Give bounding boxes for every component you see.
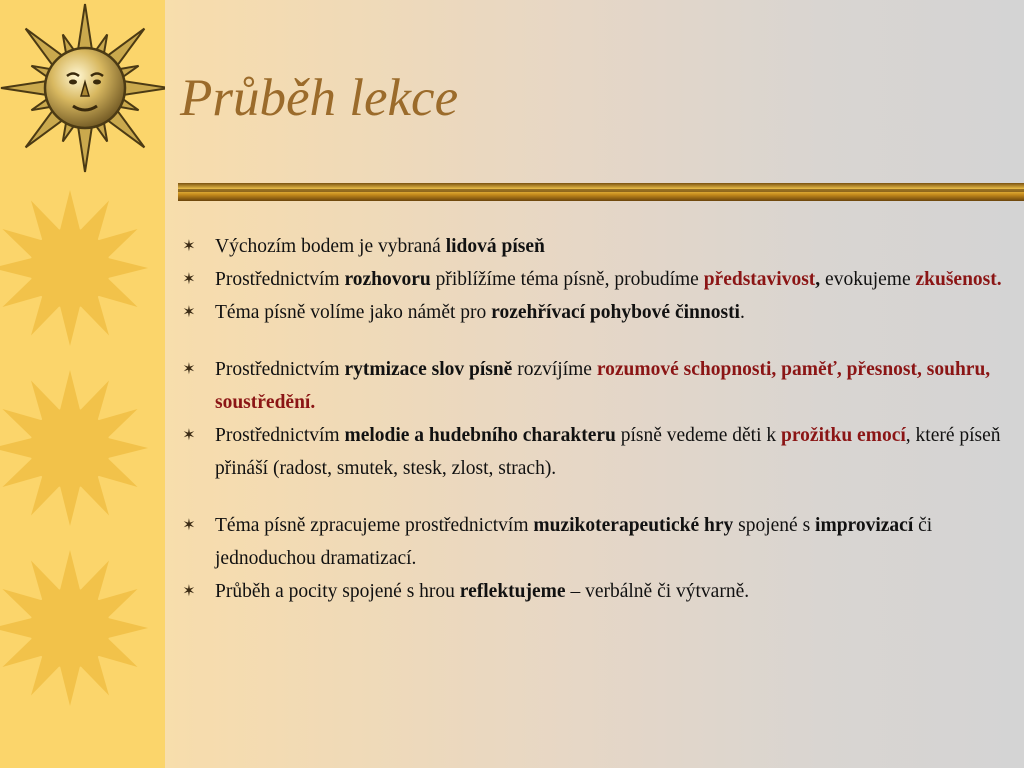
bullet-star-icon: ✶ — [182, 304, 196, 321]
text-segment: . — [739, 302, 745, 323]
text-segment: Průběh a pocity spojené s hrou — [215, 581, 460, 602]
sun-sidebar — [0, 0, 165, 768]
title-divider — [178, 181, 1024, 203]
bold-text: melodie a hudebního charakteru — [344, 425, 616, 446]
bold-text: improvizací — [815, 515, 914, 536]
slide-title: Průběh lekce — [180, 69, 459, 127]
bullet-item — [180, 353, 1010, 419]
sun-face-icon — [1, 4, 165, 172]
bullet-item — [180, 230, 1010, 263]
text-segment: Téma písně volíme jako námět pro — [215, 302, 492, 323]
text-segment: Výchozím bodem je vybraná — [215, 236, 446, 257]
bold-text: , — [815, 269, 826, 290]
text-segment: Prostřednictvím — [215, 269, 345, 290]
bullet-item — [180, 296, 1010, 329]
text-segment: , které píseň přináší (radost, smutek, stesk, zlost, strach). — [215, 425, 1001, 479]
text-segment: Téma písně zpracujeme prostřednictvím — [215, 515, 534, 536]
text-segment: – verbálně či výtvarně. — [565, 581, 750, 602]
bullet-item — [180, 509, 1010, 575]
text-segment: Prostřednictvím — [215, 425, 345, 446]
bullet-star-icon: ✶ — [182, 583, 196, 600]
text-segment: spojené s — [733, 515, 816, 536]
highlight-text: rozumové schopnosti, paměť, přesnost, souhru, soustředění. — [215, 359, 991, 413]
bullet-star-icon: ✶ — [182, 517, 196, 534]
bullet-star-icon: ✶ — [182, 238, 196, 255]
highlight-text: zkušenost. — [915, 269, 1002, 290]
bold-text: rozhovoru — [344, 269, 431, 290]
text-segment: evokujeme — [825, 269, 916, 290]
bullet-star-icon: ✶ — [182, 427, 196, 444]
bullet-item — [180, 575, 1010, 608]
bold-text: lidová píseň — [445, 236, 545, 257]
text-segment: či jednoduchou dramatizací. — [215, 515, 933, 569]
highlight-text: prožitku emocí — [781, 425, 906, 446]
bullet-item — [180, 419, 1010, 485]
bold-text: rozehřívací pohybové činnosti — [491, 302, 740, 323]
bullet-list — [180, 230, 1010, 608]
bullet-star-icon: ✶ — [182, 271, 196, 288]
bullet-item — [180, 263, 1010, 296]
highlight-text: představivost — [703, 269, 816, 290]
text-segment: písně vedeme děti k — [615, 425, 782, 446]
bullet-star-icon: ✶ — [182, 361, 196, 378]
bold-text: rytmizace slov písně — [344, 359, 513, 380]
sun-decoration — [0, 0, 165, 768]
bold-text: reflektujeme — [459, 581, 566, 602]
text-segment: Prostřednictvím — [215, 359, 345, 380]
text-segment: rozvíjíme — [512, 359, 597, 380]
bold-text: muzikoterapeutické hry — [533, 515, 734, 536]
text-segment: přiblížíme téma písně, probudíme — [430, 269, 704, 290]
